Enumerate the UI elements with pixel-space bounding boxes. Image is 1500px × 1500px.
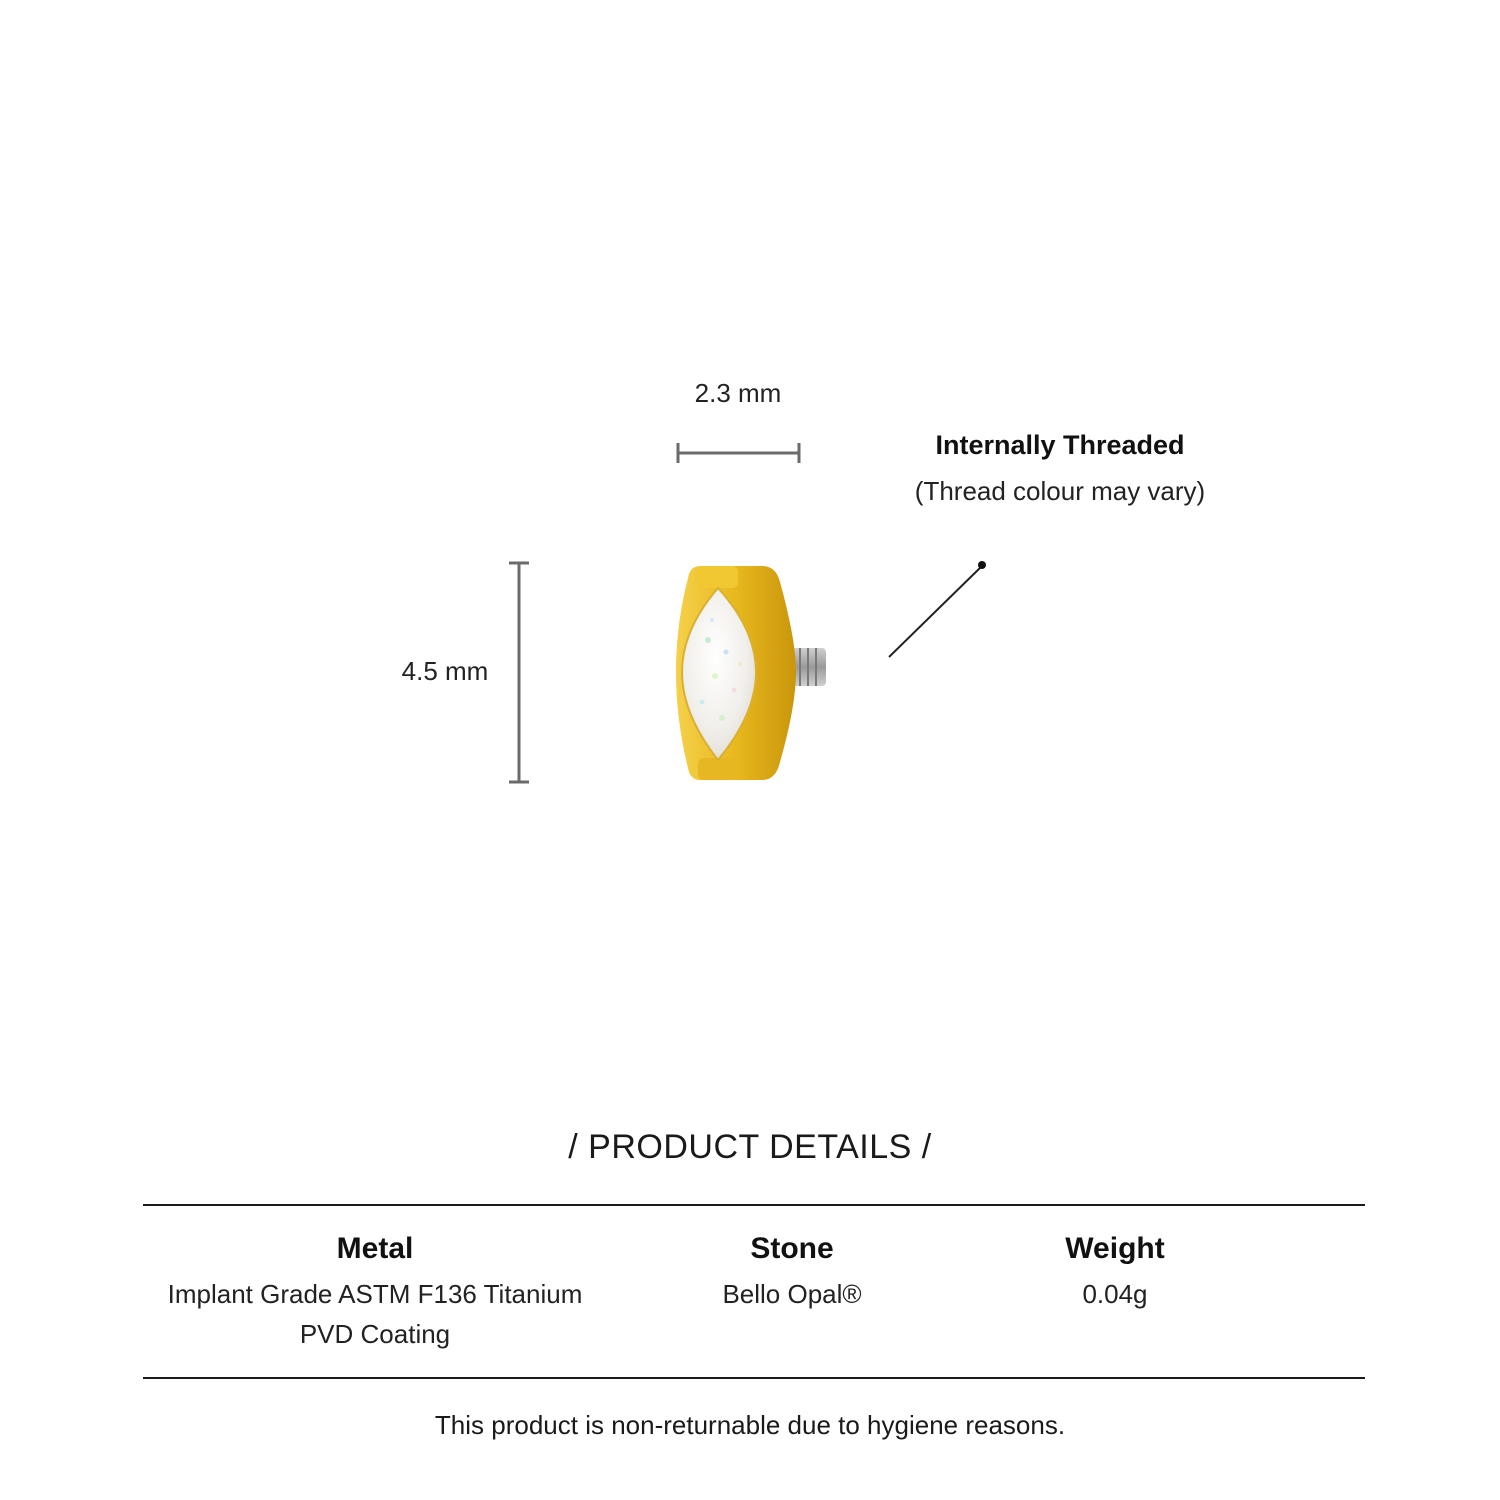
threaded-post bbox=[792, 648, 826, 686]
details-column-value: Bello Opal® bbox=[722, 1279, 862, 1309]
thread-leader-line bbox=[889, 561, 986, 657]
product-details-heading: / PRODUCT DETAILS / bbox=[568, 1128, 932, 1166]
details-column-weight bbox=[995, 1232, 1235, 1314]
width-dimension-marker bbox=[678, 443, 799, 463]
height-dimension-label: 4.5 mm bbox=[401, 656, 489, 686]
thread-note-title: Internally Threaded bbox=[935, 430, 1185, 460]
thread-note-subtitle: (Thread colour may vary) bbox=[914, 476, 1206, 506]
details-column-value: 0.04g bbox=[1082, 1279, 1148, 1309]
details-column-metal bbox=[135, 1232, 615, 1354]
details-column-title: Stone bbox=[750, 1232, 834, 1265]
details-column-title: Weight bbox=[1065, 1232, 1165, 1265]
details-column-title: Metal bbox=[336, 1232, 414, 1265]
details-bottom-divider bbox=[143, 1377, 1365, 1379]
width-dimension-label: 2.3 mm bbox=[694, 378, 782, 408]
details-top-divider bbox=[143, 1204, 1365, 1206]
non-returnable-note: This product is non-returnable due to hygiene reasons. bbox=[434, 1410, 1066, 1440]
height-dimension-marker bbox=[509, 563, 529, 782]
details-column-stone bbox=[632, 1232, 952, 1314]
details-column-value: PVD Coating bbox=[299, 1319, 451, 1349]
details-column-value: Implant Grade ASTM F136 Titanium bbox=[167, 1279, 583, 1309]
